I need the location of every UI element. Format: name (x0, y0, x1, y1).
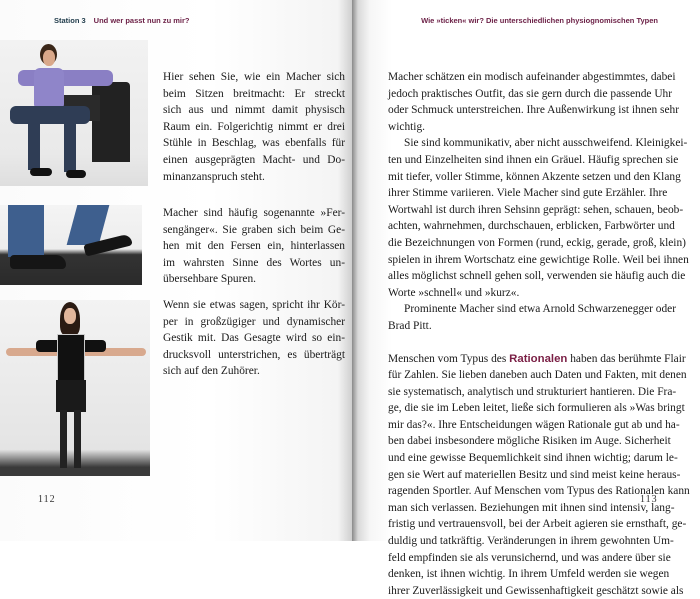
text-line: drucksvoll unterstrichen, es überträgt (163, 347, 345, 364)
text-line: Macher sind häufig sogenannte »Fer- (163, 205, 345, 222)
leg (60, 410, 67, 468)
text-line: die Bezeichnungen von Formen (rund, eckig, gerade, groß, klein) (388, 235, 658, 252)
leg (74, 410, 81, 468)
station-label: Station 3 (54, 16, 86, 25)
text-line: Worte »schnell« und »kurz«. (388, 285, 658, 302)
caption-heel-walker (163, 205, 345, 288)
text-line (388, 351, 658, 368)
text-line: gen sie Wert auf materiellen Besitz und sind meist keine heraus- (388, 467, 658, 484)
leg (28, 122, 40, 170)
page-number-left: 112 (38, 494, 56, 505)
paragraph (388, 301, 658, 334)
running-head-left (54, 16, 190, 25)
body-text (388, 69, 658, 599)
right-page (352, 0, 700, 541)
text-line: hen mit den Fersen ein, hinterlassen (163, 238, 345, 255)
arms (18, 70, 113, 86)
text-line: beim Sitzen breitmacht: Er streckt (163, 86, 345, 103)
left-page (0, 0, 352, 541)
text-line: jedoch praktisches Outfit, das sie gern durch die passende Uhr (388, 86, 658, 103)
text-line: ragenden Sportler. Auf Menschen vom Typus des Rationalen kann (388, 483, 658, 500)
text-line: man sich verlassen. Beziehungen mit ihnen sind intensiv, lang- (388, 500, 658, 517)
text-line: minanzanspruch steht. (163, 169, 345, 186)
paragraph (388, 135, 658, 301)
chapter-title: Und wer passt nun zu mir? (94, 16, 190, 25)
text-line: Hier sehen Sie, wie ein Macher sich (163, 69, 345, 86)
text-line: Macher schätzen ein modisch aufeinander abgestimmtes, dabei (388, 69, 658, 86)
text-line: denken, ist ihnen wichtig. In ihrem Umfeld werden sie wegen (388, 566, 658, 583)
paragraph (388, 69, 658, 135)
type-highlight-rationalen: Rationalen (509, 353, 567, 365)
text-line: feld empfinden sie als verunsichernd, und was andere über sie (388, 550, 658, 567)
text-line: Raum ein. Folgerichtig nimmt er drei (163, 119, 345, 136)
skirt (56, 380, 86, 412)
text-line: Gestik mit. Das Gesagte wird so ein- (163, 330, 345, 347)
text-line: mir das?«. Ihre Entscheidungen wägen Rationale gut ab und ha- (388, 417, 658, 434)
paragraph-rationale (388, 351, 658, 599)
text-line: spielen in ihrem Wortschatz eine gewichtige Rolle. Weil bei ihnen (388, 252, 658, 269)
text-line: ihrer Zuverlässigkeit und Gewissenhaftigkeit geschätzt sowie als (388, 583, 658, 599)
photo-woman-gesturing (0, 300, 150, 476)
running-head-right: Wie »ticken« wir? Die unterschiedlichen physiognomischen Typen (421, 16, 658, 25)
text-line: mit tiefer, voller Stimme, können Akzente setzen und den Klang (388, 169, 658, 186)
text-line: übersehbare Spuren. (163, 271, 345, 288)
face (64, 308, 76, 324)
leg (64, 122, 76, 172)
text-line: für Zahlen. Sie lieben daneben auch Daten und Fakten, mit denen (388, 367, 658, 384)
face (43, 50, 55, 66)
caption-gestures (163, 297, 345, 380)
text-line: achten, wahrnehmen, durchschauen, erblicken, Farbwörter und (388, 218, 658, 235)
text-line: Wortwahl ist durch ihren Sehsinn geprägt: sehen, schauen, beob- (388, 202, 658, 219)
text-line: ge, die sie im Leben leitet, ließe sich formulieren als »Was bringt (388, 400, 658, 417)
text-line: sich aus und nimmt damit physisch (163, 102, 345, 119)
text-line: Brad Pitt. (388, 318, 658, 335)
text-line: sie systematisch, analytisch und strukturiert hantieren. Die Fra- (388, 384, 658, 401)
text-line: sich auf den Zuhörer. (163, 363, 345, 380)
caption-sitting (163, 69, 345, 185)
text-line: oder Schmuck unterstreichen. Ihre Außenwirkung ist ihnen sehr (388, 102, 658, 119)
chair (92, 82, 130, 162)
text-line: Stühle in Beschlag, was ebenfalls für (163, 135, 345, 152)
shoe (66, 170, 86, 178)
shirt (34, 68, 64, 110)
text-run: haben das berühmte Flair (570, 353, 685, 365)
text-line: per in großzügiger und dynamischer (163, 314, 345, 331)
photo-heel-walker (0, 205, 142, 285)
text-line: ben dabei insbesondere mögliche Risiken im Auge. Sicherheit (388, 433, 658, 450)
shoe (30, 168, 52, 176)
text-line: Prominente Macher sind etwa Arnold Schwarzenegger oder (388, 301, 658, 318)
text-line: Sie sind kommunikativ, aber nicht ausschweifend. Kleinigkei- (388, 135, 658, 152)
text-line: Wenn sie etwas sagen, spricht ihr Kör- (163, 297, 345, 314)
text-line: alles möglichst schnell gehen soll, verwenden sie häufig auch die (388, 268, 658, 285)
shoe (10, 255, 66, 269)
text-line: duldig und tatkräftig. Veränderungen in ihrem gewohnten Um- (388, 533, 658, 550)
text-line: fristig und vertrauensvoll, bei der Arbeit agieren sie ernsthaft, ge- (388, 516, 658, 533)
text-line: einen ausgeprägten Macht- und Do- (163, 152, 345, 169)
jeans (10, 106, 90, 124)
text-line: und eine gewisse Bequemlichkeit sind ihnen wichtig; darum le- (388, 450, 658, 467)
text-line: ten und Einzelheiten sind ihnen ein Gräuel. Häufig sprechen sie (388, 152, 658, 169)
page-number-right: 113 (640, 494, 658, 505)
text-line: im wahrsten Sinne des Wortes un- (163, 255, 345, 272)
jeans-leg (8, 205, 44, 257)
text-line: sengänger«. Sie graben sich beim Ge- (163, 222, 345, 239)
jacket (57, 334, 85, 382)
text-line: ihrer Stimme variieren. Viele Macher sind gute Erzähler. Ihre (388, 185, 658, 202)
text-run: Menschen vom Typus des (388, 353, 506, 365)
photo-man-sitting (0, 40, 148, 186)
text-line: wichtig. (388, 119, 658, 136)
